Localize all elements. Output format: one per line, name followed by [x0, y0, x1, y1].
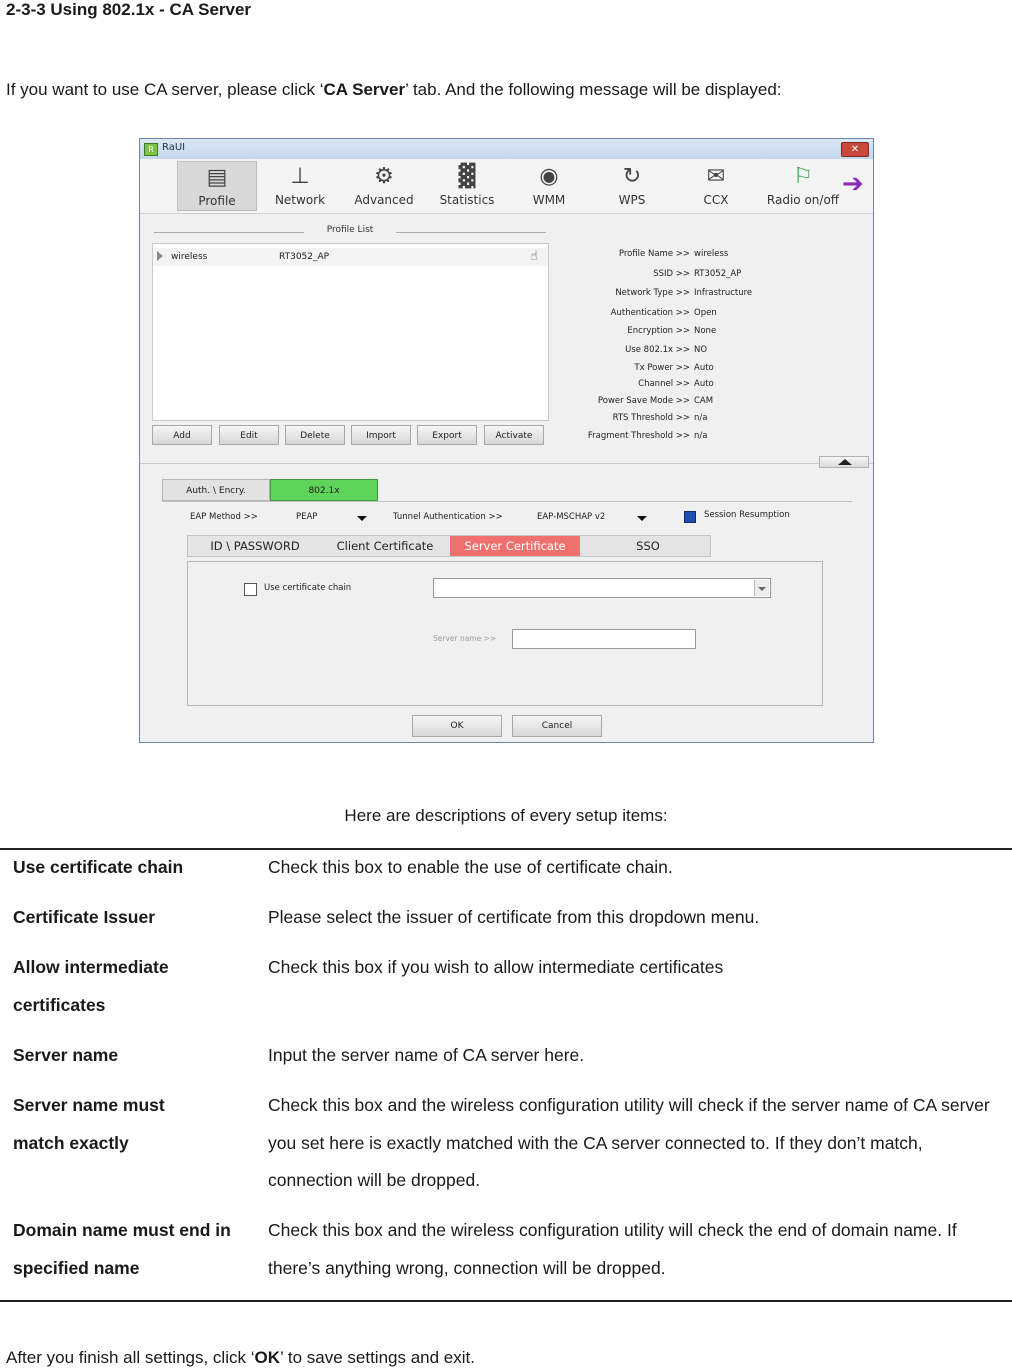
- info-value: Auto: [694, 363, 714, 373]
- info-key: RTS Threshold >>: [612, 413, 690, 423]
- import-button[interactable]: Import: [351, 425, 411, 445]
- add-button[interactable]: Add: [152, 425, 212, 445]
- eap-method-label: EAP Method >>: [190, 512, 258, 522]
- toolbar-statistics-button[interactable]: [427, 161, 507, 211]
- use-certificate-chain-label: Use certificate chain: [264, 583, 352, 593]
- statistics-icon: ▓: [458, 164, 476, 189]
- tab-underline: [162, 501, 852, 502]
- tunnel-auth-dropdown-icon[interactable]: [637, 516, 647, 521]
- toolbar-label: Radio on/off: [766, 193, 840, 207]
- info-key: Use 802.1x >>: [625, 345, 690, 355]
- export-button[interactable]: Export: [417, 425, 477, 445]
- info-key: Power Save Mode >>: [597, 396, 690, 406]
- toolbar-advanced-button[interactable]: [344, 161, 424, 211]
- info-key: Profile Name >>: [618, 249, 690, 259]
- session-resumption-checkbox[interactable]: [684, 511, 696, 523]
- network-icon: ⊥: [290, 164, 310, 189]
- row-desc-server-name: Input the server name of CA server here.: [268, 1045, 585, 1065]
- session-resumption-label: Session Resumption: [704, 510, 790, 520]
- profile-icon: ▤: [206, 165, 228, 190]
- toolbar-label: Network: [274, 193, 326, 207]
- row-desc-allow-intermediate: Check this box if you wish to allow intermediate certificates: [268, 957, 724, 977]
- toolbar-network-button[interactable]: [260, 161, 340, 211]
- info-value: None: [694, 326, 717, 336]
- close-button[interactable]: ✕: [841, 142, 869, 157]
- edit-button[interactable]: Edit: [219, 425, 279, 445]
- eap-method-select[interactable]: PEAP: [296, 512, 318, 522]
- profile-ssid: RT3052_AP: [279, 252, 330, 262]
- toolbar-label: Advanced: [354, 193, 414, 207]
- tab-id-password[interactable]: ID \ PASSWORD: [210, 539, 300, 553]
- toolbar-profile-button[interactable]: [177, 161, 257, 211]
- info-key: Fragment Threshold >>: [587, 431, 690, 441]
- intro-text-after: ’ tab. And the following message will be displayed:: [405, 80, 782, 99]
- profile-list: [152, 243, 549, 421]
- tab-auth-encry[interactable]: Auth. \ Encry.: [162, 479, 270, 501]
- tunnel-auth-select[interactable]: EAP-MSCHAP v2: [537, 512, 606, 522]
- info-value: wireless: [694, 249, 729, 259]
- info-key: SSID >>: [653, 269, 690, 279]
- info-value: n/a: [694, 413, 708, 423]
- eap-method-dropdown-icon[interactable]: [357, 516, 367, 521]
- info-key: Network Type >>: [615, 288, 690, 298]
- row-label-use-certificate-chain: Use certificate chain: [13, 857, 184, 877]
- intro-text-bold: CA Server: [323, 80, 406, 99]
- info-key: Authentication >>: [610, 308, 690, 318]
- info-value: Infrastructure: [694, 288, 753, 298]
- advanced-icon: ⚙: [374, 164, 394, 189]
- tab-sso[interactable]: SSO: [636, 539, 660, 553]
- toolbar-label: CCX: [703, 193, 729, 207]
- window-title: RaUI: [162, 142, 186, 153]
- info-value: n/a: [694, 431, 708, 441]
- tab-server-certificate[interactable]: Server Certificate: [450, 536, 580, 556]
- info-key: Tx Power >>: [634, 363, 690, 373]
- certificate-issuer-dropdown[interactable]: [433, 578, 771, 598]
- row-label-certificate-issuer: Certificate Issuer: [13, 907, 156, 927]
- toolbar-label: WPS: [618, 193, 646, 207]
- row-label-domain-name: Domain name must end in specified name: [13, 1220, 231, 1278]
- profile-row[interactable]: [153, 248, 548, 266]
- toolbar-wmm-button[interactable]: [509, 161, 589, 211]
- chevron-down-icon[interactable]: [754, 580, 769, 596]
- row-label-server-name-match: Server name must match exactly: [13, 1095, 165, 1153]
- delete-button[interactable]: Delete: [285, 425, 345, 445]
- row-label-allow-intermediate: Allow intermediate certificates: [13, 957, 169, 1015]
- wmm-icon: ◉: [539, 164, 559, 189]
- activate-button[interactable]: Activate: [484, 425, 544, 445]
- row-desc-domain-name: Check this box and the wireless configuration utility will check the end of domain name. If there’s anything wrong, connection will be dropped.: [268, 1220, 957, 1278]
- server-name-input[interactable]: [512, 629, 696, 649]
- eap-settings-row: [140, 509, 873, 527]
- collapse-up-button[interactable]: [819, 456, 869, 468]
- panel-divider: [140, 463, 873, 464]
- tab-client-certificate[interactable]: Client Certificate: [336, 539, 434, 553]
- ccx-icon: ✉: [706, 164, 726, 189]
- raui-window: [139, 138, 874, 743]
- row-desc-use-certificate-chain: Check this box to enable the use of certificate chain.: [268, 857, 673, 877]
- info-value: RT3052_AP: [694, 269, 742, 279]
- toolbar-radio-button[interactable]: [755, 161, 851, 211]
- outro-text-bold: OK: [254, 1348, 280, 1367]
- toolbar-wps-button[interactable]: [592, 161, 672, 211]
- intro-paragraph: [6, 80, 782, 100]
- info-value: Auto: [694, 379, 714, 389]
- title-bar: [140, 139, 873, 160]
- forward-arrow-icon[interactable]: ➔: [842, 169, 864, 199]
- radio-icon: ⚐: [793, 164, 813, 189]
- toolbar: [140, 159, 873, 214]
- server-name-label: Server name >>: [433, 634, 497, 643]
- section-heading: 2-3-3 Using 802.1x - CA Server: [6, 0, 252, 19]
- profile-name: wireless: [171, 252, 208, 262]
- certificate-subtabs: [187, 535, 711, 557]
- row-arrow-icon: [157, 251, 163, 261]
- toolbar-label: Statistics: [439, 193, 495, 207]
- outro-paragraph: [6, 1348, 475, 1368]
- tab-802-1x[interactable]: 802.1x: [270, 479, 378, 501]
- ok-button[interactable]: OK: [412, 715, 502, 737]
- profile-buttons: [152, 425, 547, 447]
- server-certificate-panel: [187, 561, 823, 706]
- outro-text-before: After you finish all settings, click ‘: [6, 1348, 255, 1367]
- row-desc-certificate-issuer: Please select the issuer of certificate from this dropdown menu.: [268, 907, 760, 927]
- intro-text-before: If you want to use CA server, please click ‘: [6, 80, 324, 99]
- info-key: Channel >>: [638, 379, 690, 389]
- row-label-server-name: Server name: [13, 1045, 119, 1065]
- info-value: NO: [694, 345, 708, 355]
- tunnel-auth-label: Tunnel Authentication >>: [393, 512, 503, 522]
- info-key: Encryption >>: [627, 326, 690, 336]
- wps-icon: ↻: [622, 164, 642, 189]
- profile-list-title: Profile List: [154, 225, 546, 239]
- use-certificate-chain-checkbox[interactable]: [244, 583, 257, 596]
- toolbar-ccx-button[interactable]: [676, 161, 756, 211]
- cancel-button[interactable]: Cancel: [512, 715, 602, 737]
- app-icon: R: [144, 143, 158, 156]
- info-value: CAM: [694, 396, 714, 406]
- descriptions-intro: Here are descriptions of every setup items:: [344, 806, 668, 825]
- hand-pointer-icon: ☝: [530, 249, 538, 264]
- table-bottom-rule: [0, 1300, 1012, 1302]
- toolbar-label: WMM: [532, 193, 566, 207]
- outro-text-after: ’ to save settings and exit.: [279, 1348, 475, 1367]
- toolbar-label: Profile: [198, 194, 236, 208]
- row-desc-server-name-match: Check this box and the wireless configuration utility will check if the server name of CA server you set here is exactly matched with the CA server connected to. If they don’t match, connection will be dropped.: [268, 1095, 990, 1190]
- info-value: Open: [694, 308, 717, 318]
